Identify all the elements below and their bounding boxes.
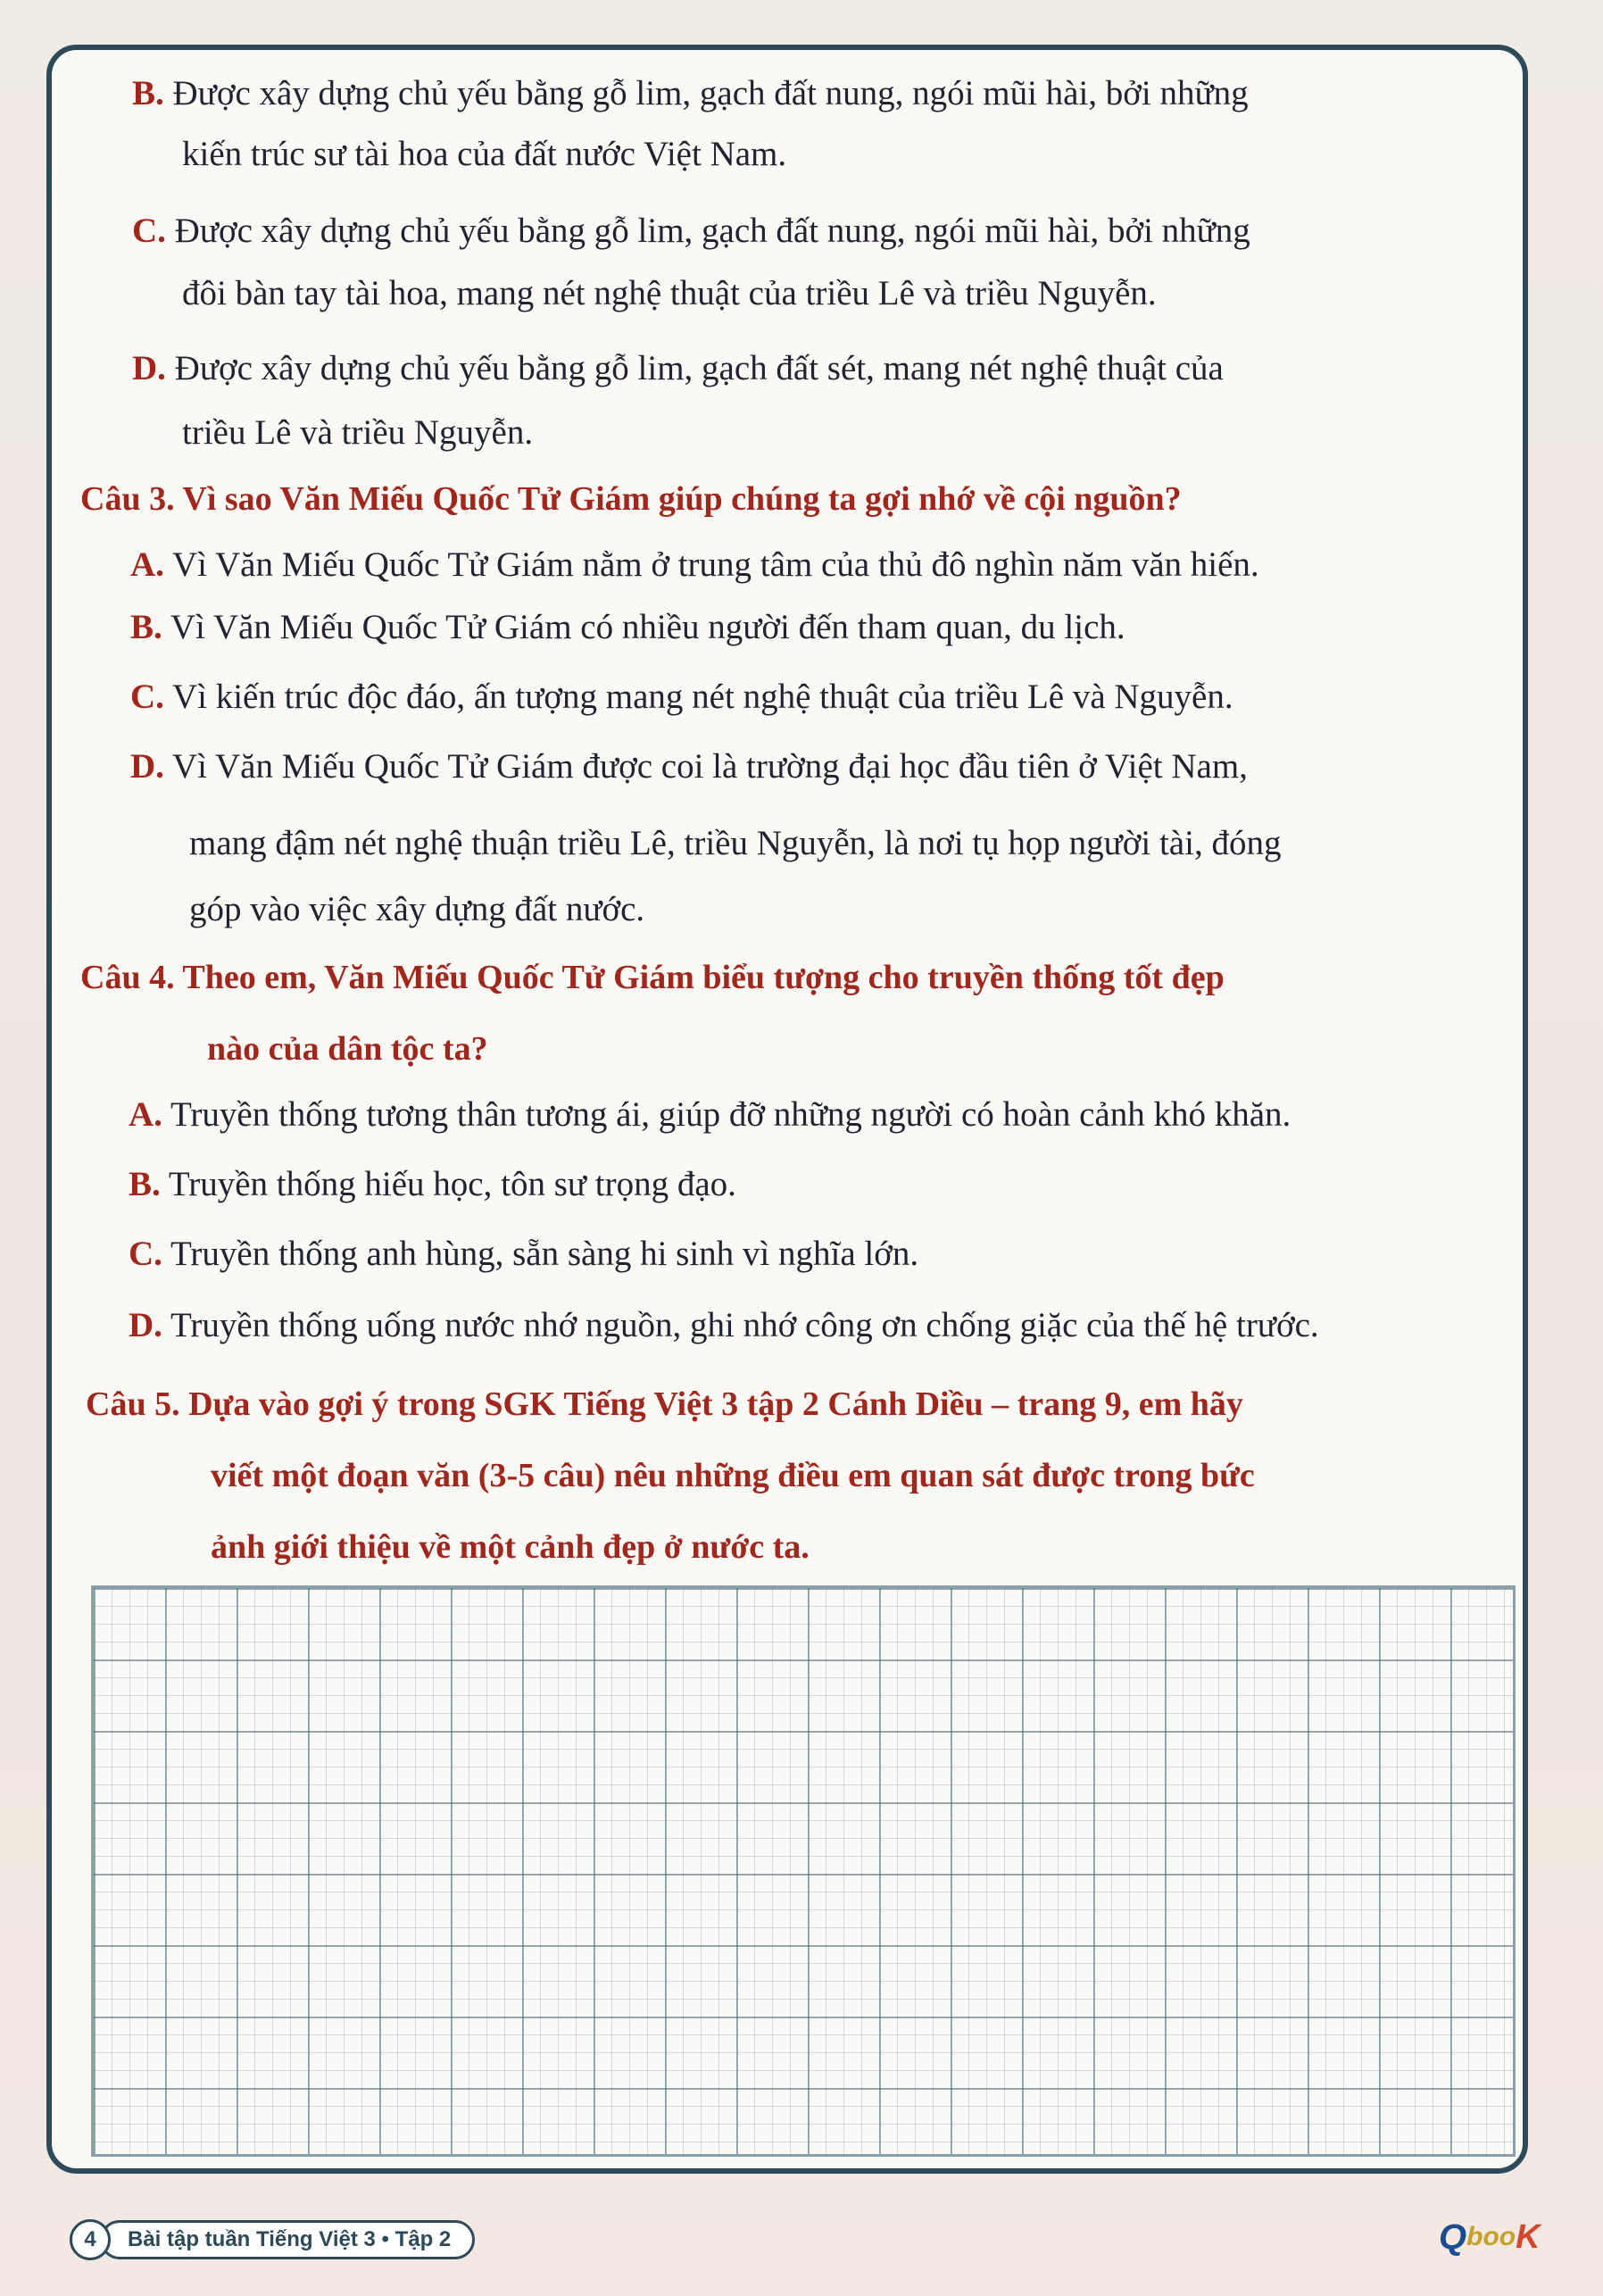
option-text: Truyền thống anh hùng, sẵn sàng hi sinh vì nghĩa lớn. [170,1235,919,1273]
writing-grid[interactable] [91,1585,1516,2157]
option-letter: D. [132,349,166,387]
option-text: Vì kiến trúc độc đáo, ấn tượng mang nét nghệ thuật của triều Lê và Nguyễn. [171,678,1233,716]
logo-q: Q [1439,2217,1467,2257]
option-text: Truyền thống uống nước nhớ nguồn, ghi nhớ công ơn chống giặc của thế hệ trước. [170,1306,1319,1344]
q3-option-d-continuation-1: mang đậm nét nghệ thuận triều Lê, triều Nguyễn, là nơi tụ họp người tài, đóng [189,824,1282,862]
q2-option-c [132,196,1250,266]
option-text: Vì Văn Miếu Quốc Tử Giám nằm ở trung tâm của thủ đô nghìn năm văn hiến. [171,545,1259,584]
option-letter: B. [130,608,162,646]
q2-option-b [132,59,1249,129]
option-text: Được xây dựng chủ yếu bằng gỗ lim, gạch đất sét, mang nét nghệ thuật của [174,349,1224,387]
q4-option-d [129,1291,1319,1360]
publisher-logo [1439,2210,1541,2264]
option-letter: A. [130,545,164,584]
option-letter: C. [132,212,166,250]
option-text: Được xây dựng chủ yếu bằng gỗ lim, gạch đất nung, ngói mũi hài, bởi những [174,212,1250,250]
q3-option-d [130,732,1248,802]
question-5-continuation-2: ảnh giới thiệu về một cảnh đẹp ở nước ta. [211,1528,810,1566]
page-footer [70,2217,475,2262]
q2-option-b-continuation: kiến trúc sư tài hoa của đất nước Việt Nam. [182,135,787,173]
q4-option-c [129,1219,918,1289]
logo-k: K [1516,2217,1541,2256]
option-letter: D. [130,747,164,786]
option-text: Vì Văn Miếu Quốc Tử Giám có nhiều người đến tham quan, du lịch. [170,608,1125,646]
option-text: Vì Văn Miếu Quốc Tử Giám được coi là trường đại học đầu tiên ở Việt Nam, [171,747,1248,786]
q2-option-c-continuation: đôi bàn tay tài hoa, mang nét nghệ thuật của triều Lê và triều Nguyễn. [182,274,1157,312]
option-letter: B. [132,74,164,112]
option-letter: C. [129,1235,162,1273]
q3-option-d-continuation-2: góp vào việc xây dựng đất nước. [189,890,645,928]
question-5-continuation-1: viết một đoạn văn (3-5 câu) nêu những điều em quan sát được trong bức [211,1457,1255,1494]
book-title: Bài tập tuần Tiếng Việt 3 • Tập 2 [100,2220,475,2259]
question-3: Câu 3. Vì sao Văn Miếu Quốc Tử Giám giúp chúng ta gợi nhớ về cội nguồn? [80,480,1182,518]
q3-option-a [130,530,1259,600]
question-4: Câu 4. Theo em, Văn Miếu Quốc Tử Giám biểu tượng cho truyền thống tốt đẹp [80,959,1225,996]
q2-option-d [132,334,1224,403]
question-4-continuation: nào của dân tộc ta? [207,1030,488,1068]
q3-option-b [130,593,1125,662]
option-text: Truyền thống hiếu học, tôn sư trọng đạo. [168,1165,736,1203]
option-letter: D. [129,1306,162,1344]
option-text: Được xây dựng chủ yếu bằng gỗ lim, gạch đất nung, ngói mũi hài, bởi những [172,74,1249,112]
page-number: 4 [70,2219,111,2260]
q2-option-d-continuation: triều Lê và triều Nguyễn. [182,413,534,452]
question-5: Câu 5. Dựa vào gợi ý trong SGK Tiếng Việt 3 tập 2 Cánh Diều – trang 9, em hãy [86,1385,1243,1423]
option-letter: C. [130,678,164,716]
option-letter: B. [129,1165,161,1203]
q3-option-c [130,662,1233,732]
q4-option-a [129,1080,1291,1150]
q4-option-b [129,1150,736,1219]
option-text: Truyền thống tương thân tương ái, giúp đỡ những người có hoàn cảnh khó khăn. [170,1095,1292,1134]
option-letter: A. [129,1095,162,1134]
logo-text: boo [1466,2222,1516,2251]
